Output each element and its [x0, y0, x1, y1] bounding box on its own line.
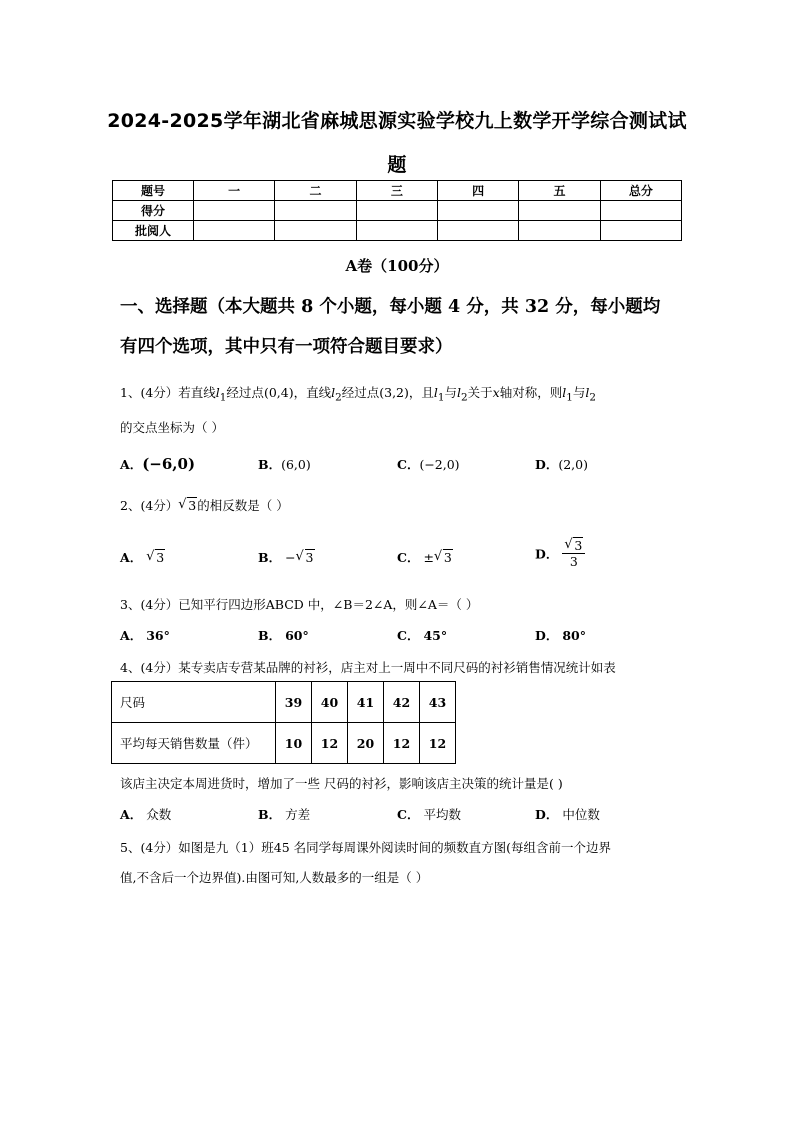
question-3-stem: 3、(4分）已知平行四边形ABCD 中，∠B＝2∠A，则∠A＝（ ）	[120, 597, 479, 612]
option-label: B．	[258, 550, 282, 565]
radicand: 3	[156, 550, 165, 565]
score-cell	[275, 201, 356, 221]
option-value: (−6,0)	[142, 455, 196, 473]
q1-text: 与	[444, 385, 458, 400]
option-value: 中位数	[562, 807, 600, 822]
option-value: (6,0)	[281, 457, 311, 472]
score-header-cell: 四	[437, 181, 518, 201]
option-label: A．	[120, 628, 143, 643]
q1-text: 轴对称，则	[499, 385, 563, 400]
score-table-row	[113, 201, 682, 221]
score-cell	[356, 201, 437, 221]
score-cell	[437, 201, 518, 221]
option-label: C．	[397, 628, 420, 643]
line-l1: l	[215, 385, 220, 400]
line-l1: l	[562, 385, 567, 400]
score-cell	[600, 221, 681, 241]
table-row	[112, 723, 456, 764]
question-1-stem	[120, 383, 680, 404]
point: (3,2)	[379, 385, 409, 400]
option-label: C．	[397, 457, 420, 472]
q1-option-c[interactable]	[397, 455, 460, 473]
question-2-stem	[120, 496, 680, 514]
option-value: 80°	[562, 628, 586, 643]
score-row-label: 批阅人	[113, 221, 194, 241]
option-label: B．	[258, 628, 282, 643]
page-title-line2: 题	[387, 154, 407, 176]
option-value: 60°	[285, 628, 309, 643]
q4-option-b[interactable]	[258, 805, 310, 823]
line-l2: l	[585, 385, 590, 400]
fraction	[562, 538, 585, 569]
radicand: 3	[188, 498, 197, 513]
page-title: 2024-2025学年湖北省麻城思源实验学校九上数学开学综合测试试	[107, 110, 687, 132]
table-row	[112, 682, 456, 723]
row-label: 平均每天销售数量（件）	[112, 723, 276, 764]
point: (0,4)	[263, 385, 294, 400]
question-4-followup: 该店主决定本周进货时，增加了一些 尺码的衬衫，影响该店主决策的统计量是( )	[120, 776, 563, 791]
q3-option-c[interactable]	[397, 626, 447, 644]
q2-option-c[interactable]	[397, 548, 453, 566]
line-l2: l	[457, 385, 462, 400]
option-value: 36°	[146, 628, 170, 643]
score-table-header-row	[113, 181, 682, 201]
option-value: 众数	[146, 807, 172, 822]
score-header-cell: 三	[356, 181, 437, 201]
table-cell: 12	[384, 723, 420, 764]
score-header-cell: 题号	[113, 181, 194, 201]
option-value: 方差	[285, 807, 311, 822]
q1-text: 经过点	[341, 385, 380, 400]
q4-option-d[interactable]	[535, 805, 600, 823]
score-cell	[600, 201, 681, 221]
part-heading-line1: 一、选择题（本大题共 8 个小题，每小题 4 分，共 32 分，每小题均	[120, 297, 661, 317]
q1-option-b[interactable]	[258, 455, 311, 473]
radicand: 3	[574, 538, 583, 553]
score-cell	[519, 201, 600, 221]
option-value: (2,0)	[558, 457, 588, 472]
q1-text: 关于	[467, 385, 493, 400]
sqrt	[178, 498, 197, 513]
q2-text: 的相反数是（ ）	[197, 498, 289, 513]
score-table-row	[113, 221, 682, 241]
table-cell: 39	[276, 682, 312, 723]
subscript: 1	[566, 391, 573, 404]
option-label: B．	[258, 807, 282, 822]
line-l2: l	[331, 385, 336, 400]
axis-x: x	[492, 385, 500, 400]
score-cell	[194, 221, 275, 241]
question-5-stem-line2: 值,不含后一个边界值).由图可知,人数最多的一组是（ ）	[120, 870, 429, 885]
q1-text: 1、(4分）若直线	[120, 385, 216, 400]
part-heading-line2: 有四个选项，其中只有一项符合题目要求）	[120, 337, 453, 357]
question-5-stem: 5、(4分）如图是九（1）班45 名同学每周课外阅读时间的频数直方图(每组含前一个边界	[120, 840, 611, 855]
option-label: A．	[120, 807, 143, 822]
row-label: 尺码	[112, 682, 276, 723]
section-heading: A卷（100分）	[345, 257, 449, 275]
subscript: 2	[461, 391, 468, 404]
score-cell	[275, 221, 356, 241]
question-4-stem: 4、(4分）某专卖店专营某品牌的衬衫，店主对上一周中不同尺码的衬衫销售情况统计如表	[120, 660, 616, 675]
option-label: D．	[535, 807, 559, 822]
sqrt	[434, 550, 453, 565]
sqrt	[564, 538, 583, 553]
score-cell	[194, 201, 275, 221]
subscript: 2	[335, 391, 342, 404]
table-cell: 43	[420, 682, 456, 723]
size-sales-table	[111, 681, 456, 764]
score-cell	[356, 221, 437, 241]
q1-text: 与	[572, 385, 586, 400]
score-cell	[519, 221, 600, 241]
option-label: D．	[535, 628, 559, 643]
q4-option-a[interactable]	[120, 805, 171, 823]
denominator: 3	[569, 554, 578, 569]
table-cell: 41	[348, 682, 384, 723]
q4-option-c[interactable]	[397, 805, 461, 823]
score-cell	[437, 221, 518, 241]
q2-option-a[interactable]	[120, 548, 165, 566]
q1-text: ，且	[408, 385, 434, 400]
subscript: 1	[437, 391, 445, 404]
q3-option-b[interactable]	[258, 626, 309, 644]
q1-text: ，直线	[293, 385, 332, 400]
option-value: (−2,0)	[419, 457, 460, 472]
table-cell: 12	[420, 723, 456, 764]
subscript: 1	[219, 391, 227, 404]
q1-option-d[interactable]	[535, 455, 588, 473]
question-1-stem-line2: 的交点坐标为（ ）	[120, 420, 224, 435]
subscript: 2	[589, 391, 597, 404]
option-sign: −	[285, 550, 296, 565]
q2-option-d[interactable]	[535, 538, 585, 569]
line-l1: l	[433, 385, 438, 400]
q2-option-b[interactable]	[258, 548, 315, 566]
table-cell: 12	[312, 723, 348, 764]
radicand: 3	[305, 550, 314, 565]
option-value: 平均数	[423, 807, 461, 822]
option-sign: ±	[423, 550, 434, 565]
option-label: D．	[535, 457, 559, 472]
sqrt	[146, 550, 165, 565]
option-label: A．	[120, 550, 143, 565]
option-value: 45°	[423, 628, 448, 643]
q3-option-a[interactable]	[120, 626, 170, 644]
radicand: 3	[443, 550, 452, 565]
score-header-cell: 总分	[600, 181, 681, 201]
score-row-label: 得分	[113, 201, 194, 221]
table-cell: 40	[312, 682, 348, 723]
score-table	[112, 180, 682, 241]
q2-text: 2、(4分）	[120, 498, 179, 513]
score-header-cell: 五	[519, 181, 600, 201]
option-label: B．	[258, 457, 282, 472]
score-header-cell: 二	[275, 181, 356, 201]
table-cell: 42	[384, 682, 420, 723]
option-label: D．	[535, 546, 559, 562]
table-cell: 10	[276, 723, 312, 764]
score-header-cell: 一	[194, 181, 275, 201]
option-label: C．	[397, 807, 420, 822]
q3-option-d[interactable]	[535, 626, 586, 644]
q1-text: 经过点	[226, 385, 264, 400]
option-label: C．	[397, 550, 420, 565]
option-label: A．	[120, 457, 143, 472]
q1-option-a[interactable]	[120, 455, 195, 473]
sqrt	[296, 550, 315, 565]
table-cell: 20	[348, 723, 384, 764]
